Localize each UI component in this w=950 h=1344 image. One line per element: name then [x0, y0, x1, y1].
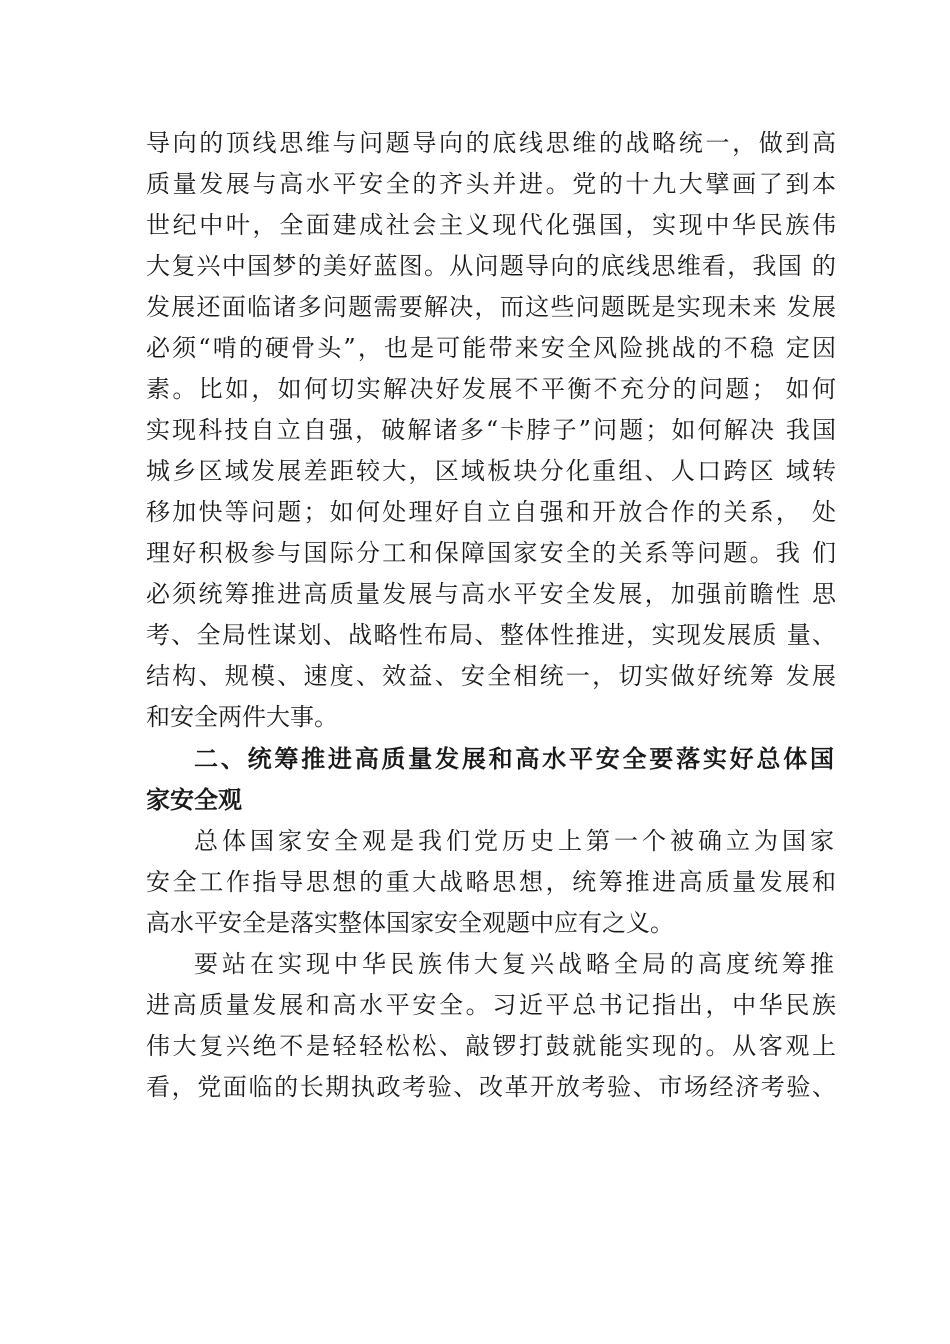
text-line: 导向的顶线思维与问题导向的底线思维的战略统一，做到高	[146, 129, 836, 157]
text-line: 实现科技自立自强，破解诸多“卡脖子”问题；如何解决 我国	[146, 416, 836, 444]
text-line: 看，党面临的长期执政考验、改革开放考验、市场经济考验、	[146, 1073, 836, 1101]
text-line: 理好积极参与国际分工和保障国家安全的关系等问题。我 们	[146, 539, 836, 567]
text-line: 必须统筹推进高质量发展与高水平安全发展，加强前瞻性 思	[146, 580, 836, 608]
text-line: 和安全两件大事。	[146, 703, 338, 731]
heading-line: 家安全观	[146, 786, 242, 814]
text-line: 考、全局性谋划、战略性布局、整体性推进，实现发展质 量、	[146, 621, 836, 649]
text-line: 发展还面临诸多问题需要解决，而这些问题既是实现未来 发展	[146, 293, 836, 321]
text-line: 要站在实现中华民族伟大复兴战略全局的高度统筹推	[194, 950, 834, 978]
heading-line: 二、统筹推进高质量发展和高水平安全要落实好总体国	[194, 745, 834, 773]
text-line: 世纪中叶，全面建成社会主义现代化强国，实现中华民族伟	[146, 211, 836, 239]
text-line: 城乡区域发展差距较大，区域板块分化重组、人口跨区 域转	[146, 457, 836, 485]
text-line: 结构、规模、速度、效益、安全相统一，切实做好统筹 发展	[146, 662, 836, 690]
text-line: 质量发展与高水平安全的齐头并进。党的十九大擘画了到本	[146, 170, 836, 198]
text-line: 必须“啃的硬骨头”，也是可能带来安全风险挑战的不稳 定因	[146, 334, 836, 362]
text-line: 伟大复兴绝不是轻轻松松、敲锣打鼓就能实现的。从客观上	[146, 1032, 836, 1060]
text-line: 进高质量发展和高水平安全。习近平总书记指出，中华民族	[146, 991, 836, 1019]
text-line: 安全工作指导思想的重大战略思想，统筹推进高质量发展和	[146, 868, 836, 896]
text-line: 移加快等问题；如何处理好自立自强和开放合作的关系， 处	[146, 498, 836, 526]
text-line: 大复兴中国梦的美好蓝图。从问题导向的底线思维看，我国 的	[146, 252, 836, 280]
text-line: 高水平安全是落实整体国家安全观题中应有之义。	[146, 909, 674, 937]
text-line: 总体国家安全观是我们党历史上第一个被确立为国家	[194, 827, 834, 855]
text-line: 素。比如，如何切实解决好发展不平衡不充分的问题； 如何	[146, 375, 836, 403]
